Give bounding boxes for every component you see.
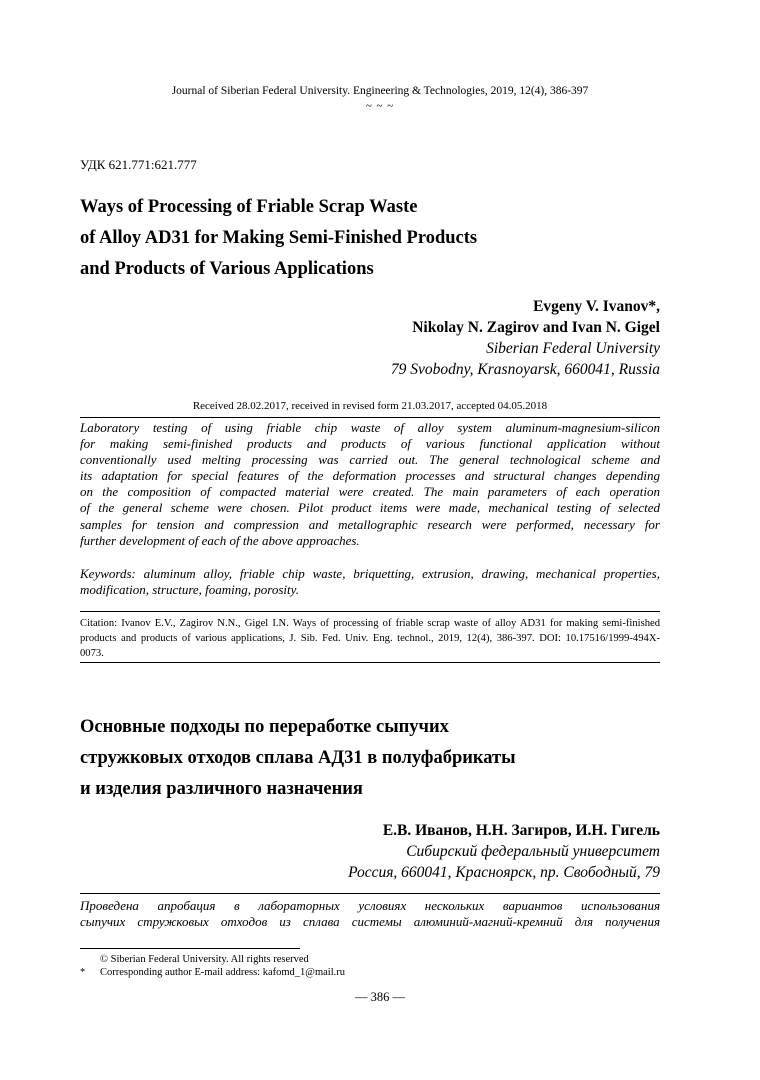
- title-ru-line: Основные подходы по переработке сыпучих: [80, 717, 449, 737]
- udc-code: УДК 621.771:621.777: [80, 157, 197, 172]
- authors-ru: Е.В. Иванов, Н.Н. Загиров, И.Н. Гигель: [382, 822, 660, 839]
- address-ru: Россия, 660041, Красноярск, пр. Свободный, 79: [348, 864, 660, 881]
- divider: [80, 893, 660, 894]
- affiliation-en: Siberian Federal University: [486, 340, 660, 357]
- authors-block-ru: [348, 820, 660, 883]
- title-en-line: and Products of Various Applications: [80, 259, 374, 279]
- address-en: 79 Svobodny, Krasnoyarsk, 660041, Russia: [390, 361, 660, 378]
- title-ru-line: и изделия различного назначения: [80, 779, 363, 799]
- abstract-line: of the general scheme were chosen. Pilot product items were made, mechanical testing of selected: [80, 500, 660, 516]
- abstract-line: Laboratory testing of using friable chip waste of alloy system aluminum-magnesium-silicon: [80, 420, 660, 435]
- divider: [80, 611, 660, 612]
- article-title-ru: [80, 712, 516, 805]
- title-en-line: of Alloy AD31 for Making Semi-Finished Products: [80, 228, 478, 248]
- authors-block-en: [391, 296, 660, 380]
- footnote-divider: [80, 948, 300, 949]
- citation-line: products and products of various applications, J. Sib. Fed. Univ. Eng. technol., 2019, 12(4), 386-397. DOI: 10.17516/1999-494X-: [80, 633, 660, 644]
- keywords-line: Keywords: aluminum alloy, friable chip waste, briquetting, extrusion, drawing, mechanical properties,: [80, 566, 660, 581]
- article-title-en: [80, 192, 477, 285]
- keywords-line: modification, structure, foaming, porosity.: [80, 582, 299, 597]
- author-line: Nikolay N. Zagirov and Ivan N. Gigel: [412, 319, 660, 336]
- title-ru-line: стружковых отходов сплава АД31 в полуфабрикаты: [80, 748, 516, 768]
- footnote-mark: *: [80, 967, 86, 978]
- abstract-line: samples for tension and compression and metallographic research were performed, necessary for: [80, 516, 660, 532]
- abstract-ru-line: Проведена апробация в лабораторных условиях нескольких вариантов использования: [80, 898, 660, 913]
- header-ornament: ~ ~ ~: [365, 100, 395, 112]
- divider: [80, 417, 660, 418]
- citation-line: 0073.: [80, 648, 104, 659]
- divider: [80, 662, 660, 663]
- citation: [80, 616, 660, 661]
- abstract-ru-line: сыпучих стружковых отходов из сплава системы алюминий-магний-кремний для получения: [80, 914, 660, 929]
- abstract-line: further development of each of the above approaches.: [80, 532, 360, 548]
- keywords-en: [80, 566, 660, 598]
- title-en-line: Ways of Processing of Friable Scrap Waste: [80, 197, 418, 217]
- abstract-ru: [80, 898, 660, 930]
- citation-line: Citation: Ivanov E.V., Zagirov N.N., Gigel I.N. Ways of processing of friable scrap waste of alloy AD31 for making semi-finished: [80, 618, 660, 629]
- copyright-footnote: © Siberian Federal University. All rights reserved: [100, 954, 309, 965]
- abstract-line: on the composition of compacted material were created. The main parameters of each operation: [80, 484, 660, 500]
- page-number: — 386 —: [355, 990, 405, 1004]
- abstract-line: conventionally used melting processing was carried out. The general technological scheme and: [80, 452, 660, 468]
- affiliation-ru: Сибирский федеральный университет: [406, 843, 660, 860]
- journal-header: Journal of Siberian Federal University. Engineering & Technologies, 2019, 12(4), 386-397: [171, 85, 589, 97]
- received-dates: Received 28.02.2017, received in revised form 21.03.2017, accepted 04.05.2018: [192, 400, 548, 412]
- abstract-line: its adaptation for special features of the deformation processes and structural changes depending: [80, 468, 660, 484]
- abstract-line: for making semi-finished products and products of various functional application without: [80, 436, 660, 452]
- abstract-en: [80, 420, 660, 549]
- corresponding-author-footnote: Corresponding author E-mail address: kafomd_1@mail.ru: [100, 967, 345, 978]
- author-line: Evgeny V. Ivanov*,: [533, 298, 660, 315]
